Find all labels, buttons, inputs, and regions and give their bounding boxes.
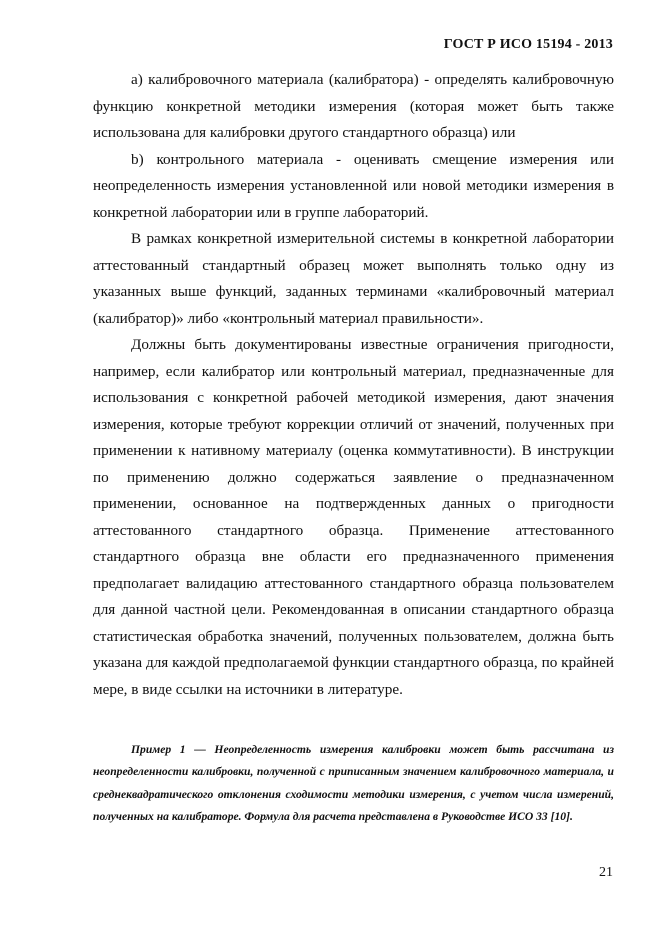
example-note: Пример 1 — Неопределенность измерения калибровки может быть рассчитана из неопределенности калибровки, полученной с приписанным значением калибровочного материала, и среднеквадратического отклонения сходимости методики измерения, с учетом числа измерений, полученных на калибраторе. Формула для расчета представлена в Руководстве ИСО 33 [10]. bbox=[93, 743, 614, 823]
paragraph-calibrator: a) калибровочного материала (калибратора) - определять калибровочную функцию конкретной методики измерения (которая может быть также использована для калибровки другого стандартного образца) или bbox=[93, 71, 614, 141]
paragraph-control-material: b) контрольного материала - оценивать смещение измерения или неопределенность измерения установленной или новой методики измерения в конкретной лаборатории или в группе лабораторий. bbox=[93, 150, 614, 221]
paragraph-measurement-system: В рамках конкретной измерительной системы в конкретной лаборатории аттестованный стандартный образец может выполнять только одну из указанных выше функций, заданных терминами «калибровочный материал (калибратор)» либо «контрольный материал правильности». bbox=[93, 230, 614, 327]
body-text bbox=[93, 67, 614, 703]
page-number: 21 bbox=[599, 865, 613, 880]
paragraph-limitations: Должны быть документированы известные ограничения пригодности, например, если калибратор или контрольный материал, предназначенные для использования с конкретной рабочей методикой измерения, дают значения измерения, которые требуют коррекции отличий от значений, полученных при применении к нативному материалу (оценка коммутативности). В инструкции по применению должно содержаться заявление о предназначенном применении, основанное на подтвержденных данных о пригодности аттестованного стандартного образца. Применение аттестованного стандартного образца вне области его предназначенного применения предполагает валидацию аттестованного стандартного образца пользователем для данной частной цели. Рекомендованная в описании стандартного образца статистическая обработка значений, полученных пользователем, должна быть указана для каждой предполагаемой функции стандартного образца, по крайней мере, в виде ссылки на источники в литературе. bbox=[93, 336, 614, 698]
standard-header: ГОСТ Р ИСО 15194 - 2013 bbox=[443, 37, 613, 52]
